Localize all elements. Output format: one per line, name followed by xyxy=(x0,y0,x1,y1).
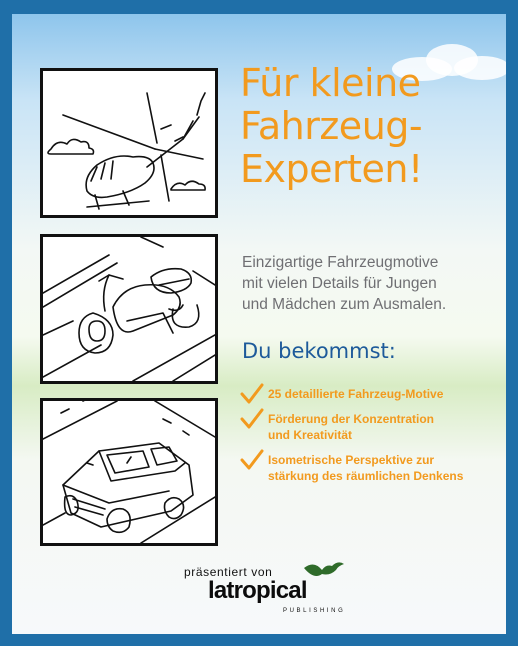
description xyxy=(242,252,506,315)
presented-by-text: präsentiert von xyxy=(184,565,273,579)
benefit-item xyxy=(240,411,506,443)
benefit-line-1: Förderung der Konzentration xyxy=(268,412,434,426)
brand-subtitle: PUBLISHING xyxy=(283,608,346,614)
description-line-3: und Mädchen zum Ausmalen. xyxy=(242,296,447,313)
benefit-line-1: Isometrische Perspektive zur xyxy=(268,453,435,467)
benefit-list xyxy=(240,386,506,493)
car-illustration xyxy=(43,401,215,543)
benefit-line-2: stärkung des räumlichen Denkens xyxy=(268,469,464,483)
benefit-line-2: und Kreativität xyxy=(268,428,353,442)
headline-line-1: Für kleine xyxy=(240,61,421,105)
car-card xyxy=(40,398,218,546)
helicopter-illustration xyxy=(43,71,215,215)
description-line-1: Einzigartige Fahrzeugmotive xyxy=(242,254,439,271)
bird-logo-icon xyxy=(302,558,346,580)
checkmark-icon xyxy=(240,408,264,430)
headline xyxy=(240,62,506,191)
poster-panel xyxy=(12,14,506,634)
benefit-item xyxy=(240,386,506,402)
benefit-item xyxy=(240,452,506,484)
benefit-line-1: 25 detaillierte Fahrzeug-Motive xyxy=(268,387,444,401)
subheading: Du bekommst: xyxy=(242,339,396,363)
helicopter-card xyxy=(40,68,218,218)
checkmark-icon xyxy=(240,383,264,405)
headline-line-2: Fahrzeug- xyxy=(240,104,423,148)
brand-logo: latropical xyxy=(208,577,307,604)
headline-line-3: Experten! xyxy=(240,147,423,191)
checkmark-icon xyxy=(240,449,264,471)
scooter-illustration xyxy=(43,237,215,381)
description-line-2: mit vielen Details für Jungen xyxy=(242,275,437,292)
scooter-card xyxy=(40,234,218,384)
